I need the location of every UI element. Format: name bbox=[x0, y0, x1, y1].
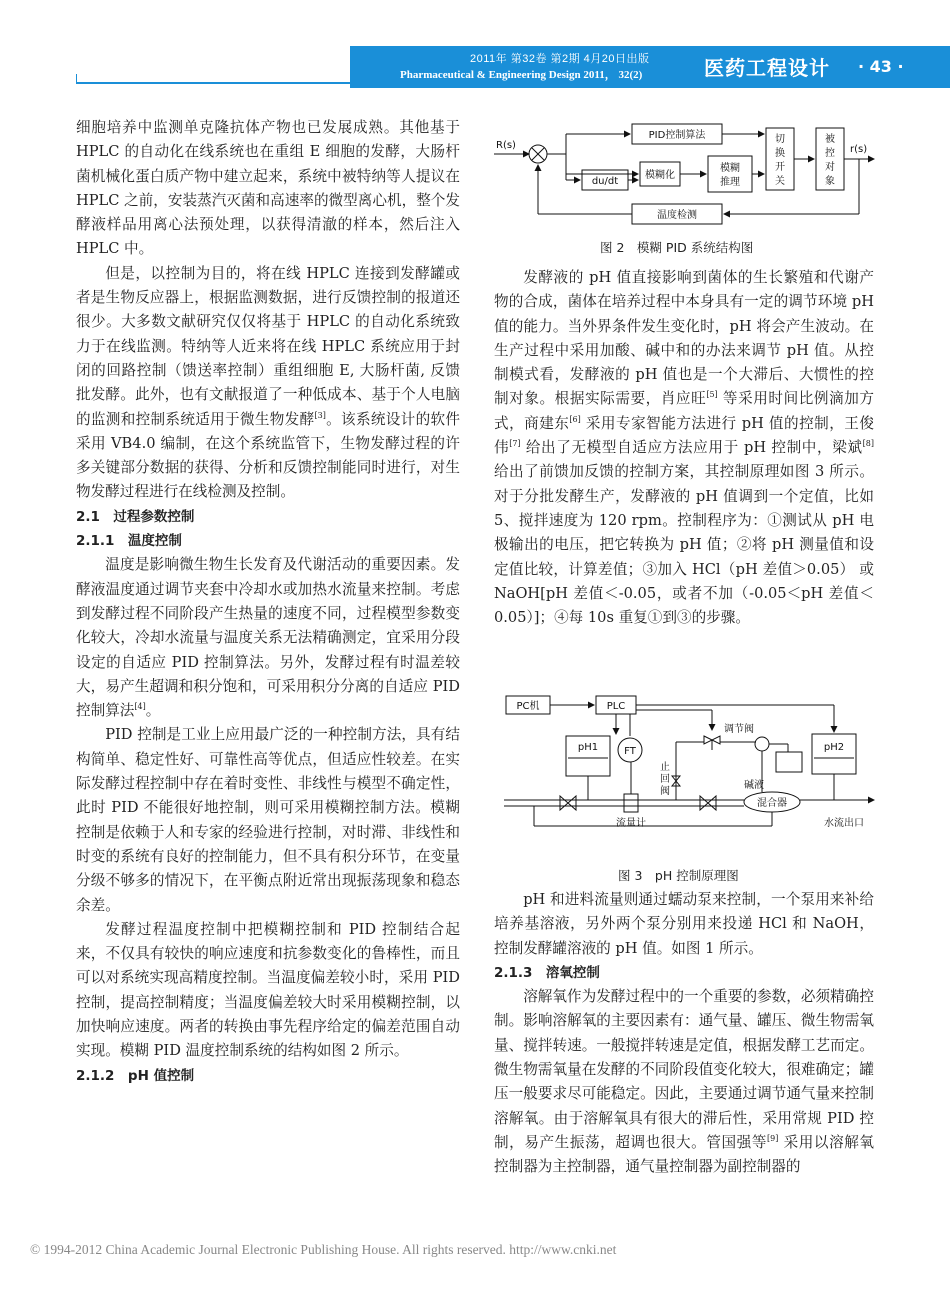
paragraph: 细胞培养中监测单克隆抗体产物也已发展成熟。其他基于 HPLC 的自动化在线系统也在重组 E 细胞的发酵，大肠杆菌机械化蛋白质产物中建立起来，系统中被特纳等人提议在 HPLC 之前，安装蒸汽灭菌和高速率的微型离心机，整个发酵液样品用离心法预处理，以获得清澈的样本，然后注入 HPLC 中。 bbox=[76, 119, 460, 258]
derivative-block-label: du/dt bbox=[591, 176, 619, 187]
switch-label-char: 切 bbox=[775, 134, 785, 145]
reference: [6] bbox=[569, 414, 581, 424]
pc-label: PC机 bbox=[516, 701, 540, 712]
page-number: · 43 · bbox=[858, 57, 904, 76]
flowmeter-label: 流量计 bbox=[616, 818, 646, 829]
figure-2-caption: 图 2 模糊 PID 系统结构图 bbox=[600, 240, 754, 255]
header-tick bbox=[76, 74, 77, 84]
alkali-label: 碱液 bbox=[744, 780, 764, 791]
paragraph: 温度是影响微生物生长发育及代谢活动的重要因素。发酵液温度通过调节夹套中冷却水或加热水流量来控制。考虑到发酵过程不同阶段产生热量的速度不同，过程模型参数变化较大，冷却水流量与温度关系无法精确测定，宜采用分段设定的自适应 PID 控制算法。另外，发酵过程有时温差较大，易产生超调和积分饱和，可采用积分分离的自适应 PID 控制算法[4]。 bbox=[76, 556, 460, 720]
check-valve-label-char: 阀 bbox=[660, 786, 670, 797]
inference-label-line1: 模糊 bbox=[720, 163, 740, 174]
inference-label-line2: 推理 bbox=[720, 177, 740, 188]
check-valve-label-char: 止 bbox=[660, 762, 670, 773]
reference: [7] bbox=[509, 439, 521, 449]
reference: [4] bbox=[134, 702, 146, 712]
fuzzify-block-label: 模糊化 bbox=[645, 170, 675, 181]
input-label: R(s) bbox=[496, 140, 516, 151]
left-column bbox=[76, 116, 460, 1088]
ph1-label: pH1 bbox=[577, 742, 599, 753]
figure-3-diagram bbox=[494, 692, 878, 844]
plant-label-char: 被 bbox=[825, 134, 835, 145]
copyright-footer: © 1994-2012 China Academic Journal Electronic Publishing House. All rights reserved. http://www.cnki.net bbox=[30, 1242, 617, 1257]
paragraph: 发酵过程温度控制中把模糊控制和 PID 控制结合起来，不仅具有较快的响应速度和抗参数变化的鲁棒性，而且可以对系统实现高精度控制。当温度偏差较小时，采用 PID 控制，提高控制精度；当温度偏差较大时采用模糊控制，以加快响应速度。两者的转换由事先程序给定的偏差范围自动实现。模糊 PID 温度控制系统的结构如图 2 所示。 bbox=[76, 920, 460, 1060]
check-valve-label-char: 回 bbox=[660, 774, 670, 785]
plant-label-char: 对 bbox=[825, 162, 835, 173]
figure-3-caption: 图 3 pH 控制原理图 bbox=[618, 868, 739, 883]
mixer-label: 混合器 bbox=[757, 798, 787, 809]
switch-label-char: 关 bbox=[775, 176, 785, 187]
journal-title: 医药工程设计 bbox=[704, 56, 830, 80]
figure-2-diagram bbox=[494, 118, 876, 236]
paragraph: 发酵液的 pH 值直接影响到菌体的生长繁殖和代谢产物的合成，菌体在培养过程中本身具有一定的调节环境 pH 值的能力。当外界条件发生变化时，pH 将会产生波动。在生产过程中采用加酸、碱中和的办法来调节 pH 值。从控制模式看，发酵液的 pH 值也是一个大滞后、大惯性的控制对象。根据实际需要，肖应旺[5] 等采用时间比例滴加方式，商建东[6] 采用专家智能方法进行 pH 值的控制，王俊伟[7] 给出了无模型自适应方法应用于 pH 控制中，梁斌[8] 给出了前馈加反馈的控制方案，其控制原理如图 3 所示。对于分批发酵生产，发酵液的 pH 值调到一个定值，比如 5、搅拌速度为 120 rpm。控制程序为：①测试从 pH 电极输出的电压，把它转换为 pH 值；②将 pH 测量值和设定值比较，计算差值；③加入 HCl（pH 差值＞0.05） 或 NaOH[pH 差值＜-0.05，或者不加（-0.05＜pH 差值＜0.05）]；④每 10s 重复①到③的步骤。 bbox=[494, 269, 874, 627]
subsection-heading: 2.1.2 pH 值控制 bbox=[76, 1067, 195, 1084]
control-valve-label: 调节阀 bbox=[724, 724, 754, 735]
pid-block-label: PID控制算法 bbox=[648, 130, 706, 141]
paragraph: pH 和进料流量则通过蠕动泵来控制，一个泵用来补给培养基溶液，另外两个泵分别用来投递 HCl 和 NaOH，控制发酵罐溶液的 pH 值。如图 1 所示。 bbox=[494, 891, 874, 957]
right-column-bottom bbox=[494, 888, 874, 1180]
temp-detect-block-label: 温度检测 bbox=[657, 210, 697, 221]
subsection-heading: 2.1.1 温度控制 bbox=[76, 533, 182, 550]
plant-label-char: 控 bbox=[825, 148, 835, 159]
output-label: r(s) bbox=[850, 144, 868, 155]
subsection-heading: 2.1.3 溶氧控制 bbox=[494, 964, 600, 981]
switch-label-char: 开 bbox=[775, 162, 785, 173]
paragraph: 溶解氧作为发酵过程中的一个重要的参数，必须精确控制。影响溶解氧的主要因素有：通气量、罐压、微生物需氧量、搅拌转速。一般搅拌转速是定值，根据发酵工艺而定。微生物需氧量在发酵的不同阶段值变化较大，很难确定；罐压一般要求尽可能稳定。因此，主要通过调节通气量来控制溶解氧。由于溶解氧具有很大的滞后性，采用常规 PID 控制，易产生振荡，超调也很大。管国强等[9] 采用以溶解氧控制器为主控制器，通气量控制器为副控制器的 bbox=[494, 988, 874, 1176]
reference: [9] bbox=[767, 1134, 779, 1144]
paragraph: PID 控制是工业上应用最广泛的一种控制方法，具有结构简单、稳定性好、可靠性高等优点，但适应性较差。在实际发酵过程控制中存在着时变性、非线性与模型不确定性，此时 PID 不能很好地控制，则可采用模糊控制方法。模糊控制是依赖于人和专家的经验进行控制，对时滞、非线性和时变的系统有良好的控制能力，但不具有积分环节，在变量分级不够多的情况下，在平衡点附近常出现振荡现象和稳态余差。 bbox=[76, 726, 460, 914]
reference: [5] bbox=[706, 390, 718, 400]
header-english-info: Pharmaceutical & Engineering Design 2011， 32(2) bbox=[400, 69, 643, 81]
flow-transmitter-label: FT bbox=[624, 746, 636, 757]
plc-label: PLC bbox=[606, 701, 626, 712]
switch-label-char: 换 bbox=[775, 148, 785, 159]
header-rule bbox=[76, 82, 356, 84]
plant-label-char: 象 bbox=[825, 176, 835, 187]
paragraph: 但是，以控制为目的，将在线 HPLC 连接到发酵罐或者是生物反应器上，根据监测数据，进行反馈控制的报道还很少。大多数文献研究仅仅将基于 HPLC 的自动化系统致力于在线监测。特纳等人近来将在线 HPLC 系统应用于封闭的回路控制（馈送率控制）重组细胞 E, 大肠杆菌, 反馈批发酵。此外，也有文献报道了一种低成本、基于个人电脑的监测和控制系统适用于微生物发酵[3]。该系统设计的软件采用 VB4.0 编制，在这个系统监管下，生物发酵过程的许多关键部分数据的获得、分析和反馈控制能同时进行，对生物发酵过程进行在线检测及控制。 bbox=[76, 264, 460, 501]
reference: [8] bbox=[862, 439, 874, 449]
outlet-label: 水流出口 bbox=[824, 818, 864, 829]
section-heading: 2.1 过程参数控制 bbox=[76, 508, 195, 525]
reference: [3] bbox=[314, 410, 326, 420]
right-column-top bbox=[494, 266, 874, 630]
header-issue-info: 2011年 第32卷 第2期 4月20日出版 bbox=[470, 53, 650, 65]
ph2-label: pH2 bbox=[823, 742, 845, 753]
